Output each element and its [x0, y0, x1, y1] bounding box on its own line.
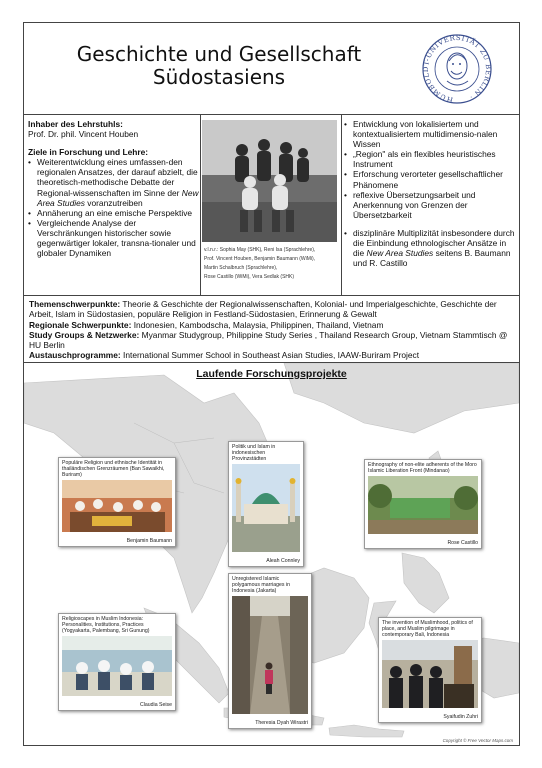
- project-photo: [62, 480, 172, 532]
- project-photo: [232, 464, 300, 552]
- project-title: Populäre Religion und ethnische Identität in thailändischen Grenzräumen (Ban Sawaikhi, Buriram): [62, 460, 165, 478]
- project-researcher: Rose Castillo: [447, 540, 478, 546]
- header: [24, 23, 519, 115]
- page-title: [24, 43, 414, 89]
- svg-text:HUMBOLDT-UNIVERSITÄT ZU BERLIN: HUMBOLDT-UNIVERSITÄT ZU BERLIN ·: [422, 33, 492, 104]
- networks-row: Study Groups & Netzwerke: Myanmar Studygroup, Philippine Study Series , Thailand Research Group, Vietnam Stammtisch @ HU Berlin: [29, 329, 508, 351]
- poster: [23, 22, 520, 746]
- project-researcher: Claudia Seise: [139, 702, 172, 708]
- goals-heading: Ziele in Forschung und Lehre:: [28, 147, 149, 158]
- project-card: [228, 441, 304, 567]
- list-item: • reflexive Übersetzungsarbeit und Anerkennung von Grenzen der Übersetzbarkeit: [344, 190, 516, 220]
- map-area: [24, 363, 519, 745]
- project-title: The invention of Muslimhood, politics of place, and Muslim pilgrimage in contemporary Bali, Indonesia: [382, 620, 473, 638]
- list-item: • disziplinäre Multiplizität insbesondere durch die Einbindung ethnologischer Ansätze in die New Area Studies seitens B. Baumann und R. Castillo: [344, 228, 516, 268]
- list-item: • Entwicklung von lokalisiertem und kontextualisiertem multidimensio-nalen Wissen: [344, 119, 516, 149]
- project-card: [228, 573, 312, 729]
- list-item: • „Region" als ein flexibles heuristisches Instrument: [344, 149, 516, 169]
- project-title: Ethnography of non-elite adherents of the Moro Islamic Liberation Front (Mindanao): [368, 462, 477, 474]
- left-column: [28, 119, 200, 258]
- themes-row: Themenschwerpunkte: Theorie & Geschichte der Regionalwissenschaften, Kolonial- und Imperialgeschichte, Geschichte der Arbeit, Islam in Südostasien, populäre Religion in Festland-Südostasien, Erinnerung & Gewalt: [29, 299, 497, 320]
- title-line-1: Geschichte und Gesellschaft: [76, 42, 362, 66]
- column-divider: [341, 115, 342, 295]
- project-title: Politik und Islam in indonesischen Provinzstädten: [232, 444, 276, 462]
- team-photo: [202, 120, 337, 242]
- regions-row: Regionale Schwerpunkte: Indonesien, Kambodscha, Malaysia, Philippinen, Thailand, Vietnam: [29, 319, 384, 330]
- project-photo: [62, 636, 172, 696]
- column-divider: [200, 115, 201, 295]
- approach-list-extra: [344, 228, 516, 268]
- university-seal-logo: [422, 31, 492, 107]
- themes-section: [24, 295, 519, 363]
- title-line-2: Südostasiens: [152, 65, 286, 89]
- project-title: Unregistered Islamic polygamous marriages in Indonesia (Jakarta): [232, 576, 290, 594]
- projects-title: Laufende Forschungsprojekte: [196, 368, 347, 380]
- project-researcher: Theresia Dyah Wirastri: [255, 720, 308, 726]
- list-item: • Vergleichende Analyse der Verschränkungen historischer sowie gegenwärtiger lokaler, transna-tionaler und globaler Dynamiken: [28, 218, 200, 258]
- project-researcher: Benjamin Baumann: [126, 538, 172, 544]
- project-researcher: Syaifudin Zuhri: [443, 714, 478, 720]
- right-column: [344, 119, 516, 268]
- project-photo: [382, 640, 478, 708]
- middle-column: [202, 119, 340, 282]
- project-photo: [232, 596, 308, 714]
- project-card: [58, 457, 176, 547]
- chair-name: Prof. Dr. phil. Vincent Houben: [28, 129, 139, 140]
- approach-list: [344, 119, 516, 220]
- project-card: [364, 459, 482, 549]
- map-copyright: Copyright © Free Vector Maps.com: [442, 738, 513, 743]
- list-item: • Annäherung an eine emische Perspektive: [28, 208, 200, 218]
- list-item: • Weiterentwicklung eines umfassen-den regionalen Ansatzes, der darauf abzielt, die theoretisch-methodische Debatte der Regional-wissenschaften im Sinne der New Area Studies voranzutreiben: [28, 157, 200, 207]
- project-card: [58, 613, 176, 711]
- project-photo: [368, 476, 478, 534]
- goals-list: [28, 157, 200, 258]
- chair-heading: Inhaber des Lehrstuhls:: [28, 119, 123, 129]
- exchange-row: Austauschprogramme: International Summer School in Southeast Asian Studies, IAAW-Buriram Project: [29, 350, 420, 361]
- project-researcher: Aleah Connley: [266, 558, 300, 564]
- photo-caption: v.l.n.r.: Sophia May (SHK), Reni Isa (Sprachlehre), Prof. Vincent Houben, Benjamin Baumann (WiMi), Martin Schalbruch (Sprachlehre), Rose Castillo (WiMi), Vera Sedlak (SHK): [204, 247, 316, 280]
- project-card: [378, 617, 482, 723]
- project-title: Religioscapes in Muslim Indonesia: Personalities, Institutions, Practices (Yogyakarta, Palembang, Sri Gunung): [62, 616, 150, 634]
- list-item: • Erforschung verorteter gesellschaftlicher Phänomene: [344, 169, 516, 189]
